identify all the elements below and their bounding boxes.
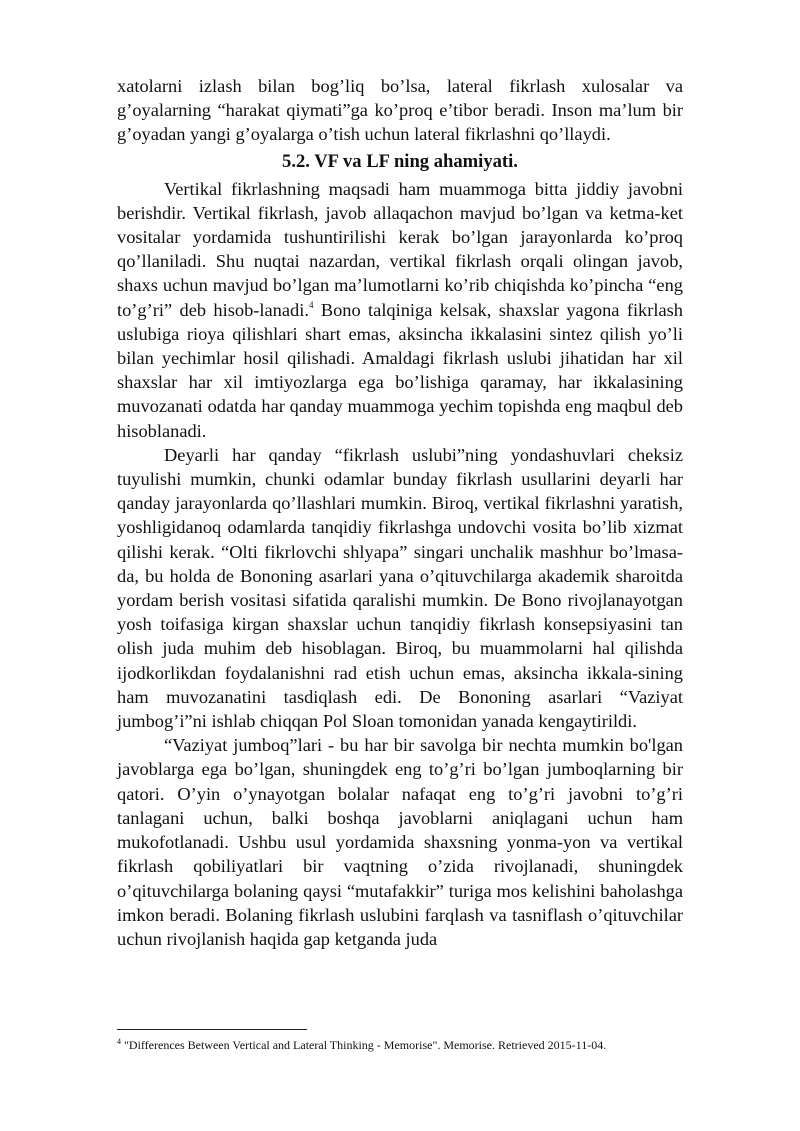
footnote: [117, 1038, 717, 1053]
paragraph-1-text-b: Bono talqiniga kelsak, shaxslar yagona fikrlash uslubiga rioya qilishlari shart emas, aksincha ikkalasini sintez qilish yo’li bilan yechimlar hosil qilishadi. Amaldagi fikrlash uslubi jihatidan har xil shaxslar har xil imtiyozlarga ega bo’lishiga qaramay, har ikkalasining muvozanati odatda har qanday muammoga yechim topishda eng maqbul deb hisoblanadi.: [117, 299, 683, 441]
intro-paragraph: xatolarni izlash bilan bog’liq bo’lsa, lateral fikrlash xulosalar va g’oyalarning “harakat qiymati”ga ko’proq e’tibor beradi. Inson ma’lum bir g’oyadan yangi g’oyalarga o’tish uchun lateral fikrlashni qo’llaydi.: [117, 76, 683, 145]
paragraph-2: Deyarli har qanday “fikrlash uslubi”ning yondashuvlari cheksiz tuyulishi mumkin, chunki odamlar bunday fikrlash usullarini deyarli har qanday jarayonlarda qo’llashlari mumkin. Biroq, vertikal fikrlashni yaratish, yoshligidanoq odamlarda tanqidiy fikrlashga undovchi vosita bo’lib xizmat qilishi kerak. “Olti fikrlovchi shlyapa” singari unchalik mashhur bo’lmasa-da, bu holda de Bononing asarlari yana o’qituvchilarga akademik sharoitda yordam berish vositasi sifatida qaralishi mumkin. De Bono rivojlanayotgan yosh toifasiga kirgan shaxslar uchun tanqidiy fikrlash konsepsiyasini tan olish juda muhim deb hisoblagan. Biroq, bu muammolarni hal qilishda ijodkorlikdan foydalanishni rad etish uchun emas, aksincha ikkala-sining ham muvozanatini tasdiqlash edi. De Bononing asarlari “Vaziyat jumbog’i”ni ishlab chiqqan Pol Sloan tomonidan yanada kengaytirildi.: [117, 444, 683, 732]
section-heading: 5.2. VF va LF ning ahamiyati.: [282, 150, 518, 172]
paragraph-1: [117, 177, 683, 443]
paragraph-1-text-a: Vertikal fikrlashning maqsadi ham muammoga bitta jiddiy javobni berishdir. Vertikal fikrlash, javob allaqachon mavjud bo’lgan va ketma-ket vositalar yordamida tushuntirilishi kerak bo’lgan jarayonlarda ko’proq qo’llaniladi. Shu nuqtai nazardan, vertikal fikrlash orqali olingan javob, shaxs uchun mavjud bo’lgan ma’lumotlarni ko’rib chiqishda ko’pincha “eng to’g’ri” deb hisob-lanadi.: [117, 178, 683, 320]
footnote-divider: [117, 1029, 307, 1030]
footnote-number: 4: [117, 1037, 121, 1046]
document-body: [117, 74, 683, 951]
paragraph-3: “Vaziyat jumboq”lari - bu har bir savolga bir nechta mumkin bo'lgan javoblarga ega bo’lgan, shuningdek eng to’g’ri bo’lgan jumboqlarning bir qatori. O’yin o’ynayotgan bolalar nafaqat eng to’g’ri javobni to’g’ri tanlagani uchun, balki boshqa javoblarni aniqlagani uchun ham mukofotlanadi. Ushbu usul yordamida shaxsning yonma-yon va vertikal fikrlash qobiliyatlari bir vaqtning o’zida rivojlanadi, shuningdek o’qituvchilarga bolaning qaysi “mutafakkir” turiga mos kelishini baholashga imkon beradi. Bolaning fikrlash uslubini farqlash va tasniflash o’qituvchilar uchun rivojlanish haqida gap ketganda juda: [117, 735, 683, 949]
footnote-reference[interactable]: 4: [308, 299, 314, 310]
footnote-text: "Differences Between Vertical and Lateral Thinking - Memorise". Memorise. Retrieved 2015-11-04.: [121, 1038, 607, 1052]
